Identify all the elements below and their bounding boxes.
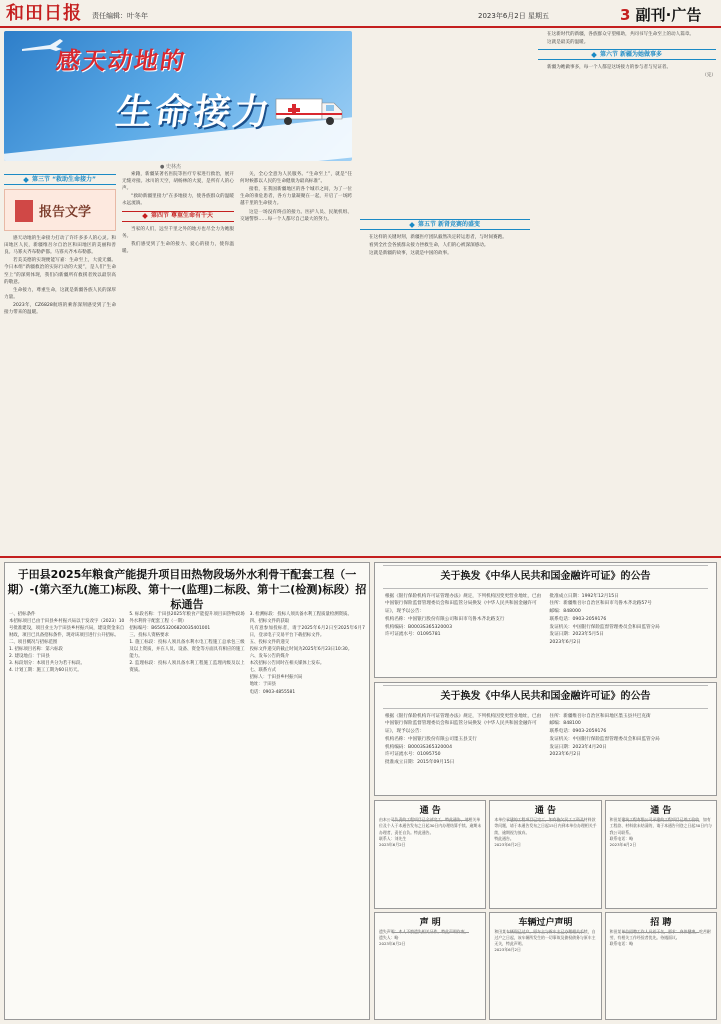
ad-title: 通 告: [490, 804, 600, 821]
paragraph: 在这样的关键时刻，新疆医疗团队毅然决定转运患者，与时间赛跑。: [369, 235, 507, 240]
hero-title-line2: 生命接力: [113, 92, 275, 133]
ad-title: 声 明: [375, 916, 485, 933]
book-icon: [15, 200, 33, 222]
article-column-1: [4, 171, 116, 547]
author-name: 史林杰: [165, 164, 181, 170]
editor-line: 责任编辑：叶冬年: [92, 12, 148, 20]
masthead: [0, 0, 721, 28]
section-heading: 第六节 新疆为她做事多: [538, 49, 716, 60]
newspaper-logo: 和田日报: [6, 3, 82, 24]
paragraph: 感天动地的生命接力打动了许许多多人的心灵。和田地区人民，新疆维吾尔自治区和田地区的美丽和善良。马寡夫齐布勒萨都。马寡夫齐木布勒都。: [4, 236, 116, 256]
ad-title: 通 告: [375, 804, 485, 821]
paragraph: 2023年，CZ6828航班的乘客深刻感受到了生命接力带来的温暖。: [4, 302, 116, 316]
license-notice-2: [374, 682, 717, 796]
paragraph: 当家的人们，远至千里之外的地方也尽全力为她服务。: [122, 226, 234, 239]
tender-column: 3. 检测标段：投标人须具备水利工程质量检测资质。 四、招标文件的获取 凡有意参加投标者，请于2025年6月2日至2025年6月7日，登录电子交易平台下载招标文件。 五、投标文件的递交 投标文件递交的截止时间为2025年6月23日10:30。 六、发布公告的媒介 本次招标公告同时在相关媒体上发布。 七、联系方式 招标人：于田县乡村振兴局 地址：于田县 电话：0903-4855581: [249, 612, 365, 695]
paragraph: 在这新时代的新疆，各族群众守望相助，共同书写生命至上的动人篇章。: [547, 32, 695, 37]
hero-title-line1: 感天动地的: [54, 47, 189, 75]
article-column-5: [538, 31, 716, 547]
page-number: 3: [620, 6, 631, 24]
tender-title: 于田县2025年粮食产能提升项目田热物段场外水利骨干配套工程（一期）-(第六至九(施工)标段、第十一(监理)二标段、第十二(检测)标段）招标通告: [7, 568, 367, 611]
hero-banner: [4, 31, 352, 161]
ad-block: [374, 800, 486, 909]
paragraph: 看到全社会各族群众接力拯救生命，人们的心被深深感动。: [369, 243, 489, 249]
ad-body: 和田某单位招聘工作人员若干名，要求：身体健康，吃苦耐劳，有相关工作经验者优先。待遇面议。 联系电话：略: [609, 928, 711, 946]
ad-block: [489, 912, 601, 1021]
paragraph: 索籍，新疆某著名医院等医疗专家进行救治，展开无缝对接。冰川的天空，胡杨林的大爱，是所有人的心声。: [122, 172, 234, 192]
notice-title: 关于换发《中华人民共和国金融许可证》的公告: [383, 565, 708, 589]
section-divider: [0, 556, 721, 558]
ad-title: 车辆过户声明: [490, 916, 600, 933]
tender-columns: [9, 611, 365, 1015]
notice-right-text: 批准成立日期：1992年12月15日 住所：新疆维吾尔自治区和田市乌鲁木齐北路57号 邮编：848000 联系电话：0903-2059176 发证机关：中国银行保险监督管理委员会和田监管分局 发证日期：2023年5月5日 2023年6月2日: [549, 593, 660, 646]
ambulance-icon: [274, 93, 344, 127]
article-column-4: [360, 31, 530, 547]
notice-body: [375, 589, 716, 652]
article-column-2: [122, 171, 234, 547]
article-column-3: [240, 171, 352, 547]
report-label-box: [4, 189, 116, 231]
notice-left-text: 根据《银行保险机构许可证管理办法》规定，下列机构因变更营业地址，已由中国银行保险监督管理委员会和田监管分局换发《中华人民共和国金融许可证》，现予以公告： 机构名称：中国银行股份有限公司墨玉县支行 机构编码：B0003S365320004 许可证流水号：01095750 批准成立日期：2015年09月15日: [385, 713, 542, 766]
paragraph: 新疆为她做事多，每一个人都是这场接力的参与者与见证者。: [547, 65, 672, 71]
ad-body: 遗失声明：本人不慎遗失相关证件，特此声明作废。 遗失人：略 2023年6月2日: [379, 928, 469, 946]
section-heading: 第三节 “救助生命接力”: [4, 174, 116, 185]
notice-title: 关于换发《中华人民共和国金融许可证》的公告: [383, 685, 708, 709]
ad-block: [605, 800, 717, 909]
byline: ● 史林杰: [160, 164, 181, 170]
ad-body: 和田某建筑工程有限公司承建的工程项目已竣工验收，如有工程款、材料款未结清的，请于本通告刊登之日起30日内与我公司联系。 联系电话：略 2023年6月2日: [609, 817, 712, 847]
license-notice-1: [374, 562, 717, 678]
tender-column: 一、招标条件 本招标项目已由于田县乡村振兴局以于发改字（2023）10号批准建设，项目业主为于田县乡村振兴局，建设资金来自财政，项目已具备招标条件，现对该项目进行公开招标。 二、项目概况与招标范围 1. 招标项目名称：第六标段 2. 建设地点：于田县 3. 标段划分：本项目共分为若干标段。 4. 计划工期：施工工期为60日历天。: [9, 612, 125, 674]
paragraph: 这就是新疆的故事，这就是中国的故事。: [369, 251, 452, 257]
issue-date: 2023年6月2日 星期五: [478, 12, 549, 20]
paragraph: 这是一场没有终点的接力。医护人员、民航机组、交通警察……每一个人都尽自己最大的努力。: [240, 209, 352, 222]
page-section: 副刊·广告: [635, 6, 702, 24]
paragraph: 若美美德的实现便能写嘉：生命至上，大爱无疆。今日本组“新疆救治的实际行动的大爱”，是人们“生命至上”的深刻体现，我们向新疆所有救援者致以最崇高的敬意。: [4, 258, 116, 285]
page-header: [620, 4, 701, 27]
paragraph: “救助新疆里接力”在多地接力，使各族群众的温暖永远流淌。: [122, 194, 234, 207]
ad-block: [489, 800, 601, 909]
tender-column: 5. 标段名称：于田县2025年粮食产能提升项目田热物段场外水利骨干配套工程（一期） 招标编号：B65053206820035401001 三、投标人资格要求 1. 施工标段：投标人须具备水利水电工程施工总承包三级及以上资质，并在人员、设备、资金等方面具有相应的施工能力。 2. 监理标段：投标人须具备水利工程施工监理丙级及以上资质。: [129, 612, 245, 674]
paragraph: 关，全心全意为人民服务。“生命至上”，就是“任何时候都以人民的生命健康为最高标准”。: [240, 172, 352, 185]
paragraph: 生命接力，尊重生命，这就是新疆各族人民的深厚力量。: [4, 287, 116, 300]
ad-title: 招 聘: [606, 916, 716, 933]
ad-block: [605, 912, 717, 1021]
section-heading: 第四节 尊重生命有千天: [122, 211, 234, 222]
report-label: 报告文学: [39, 205, 92, 220]
ad-body: 由本公司负责的工程项目已全部完工，特此通告，请相关单位及个人于本通告发布之日起30日内办理结算手续。逾期未办理者，责任自负。特此通告。 联系人：刘先生 2023年6月2日: [379, 817, 482, 847]
notice-right-text: 住所：新疆维吾尔自治区和田地区墨玉县共巴克街 邮编：848100 联系电话：0903-2059176 发证机关：中国银行保险监督管理委员会和田监管分局 发证日期：2023年4月20日 2023年6月2日: [549, 713, 660, 758]
paragraph: 接着，在我国新疆地区的各个城市之间，为了一位生命的垂危患者，各方力量凝聚在一起，开启了一场跨越千里的生命接力。: [240, 187, 352, 207]
paragraph: （完）: [702, 73, 716, 79]
ad-block: [374, 912, 486, 1021]
paragraph: 我们感受到了生命的接力、爱心的接力，使你温暖。: [122, 241, 234, 254]
notice-body: [375, 709, 716, 772]
ad-title: 通 告: [606, 804, 716, 821]
classified-ads: [374, 800, 717, 1020]
section-heading: 第五节 新肾竞赛的盛变: [360, 219, 530, 230]
paragraph: 这就是最美的温暖。: [547, 40, 589, 46]
ad-body: 和田某车辆现已过户，原车主与新车主已办理相关手续，自过户之日起，该车辆所发生的一切事故及债权债务与原车主无关，特此声明。 2023年6月2日: [494, 928, 596, 953]
feature-article: [0, 31, 721, 551]
tender-notice: [4, 562, 370, 1020]
notice-left-text: 根据《银行保险机构许可证管理办法》规定，下列机构因变更营业地址，已由中国银行保险监督管理委员会和田监管分局换发《中华人民共和国金融许可证》，现予以公告： 机构名称：中国银行股份有限公司和田市乌鲁木齐北路支行 机构编码：B0003S365320003 许可证流水号：01095781: [385, 593, 542, 638]
ad-body: 本单位承建的工程项目已完工，如有拖欠民工工资及材料款等问题，请于本通告发布之日起15日内到本单位办理相关手续，逾期视为放弃。 特此通告。 2023年6月2日: [494, 817, 597, 847]
